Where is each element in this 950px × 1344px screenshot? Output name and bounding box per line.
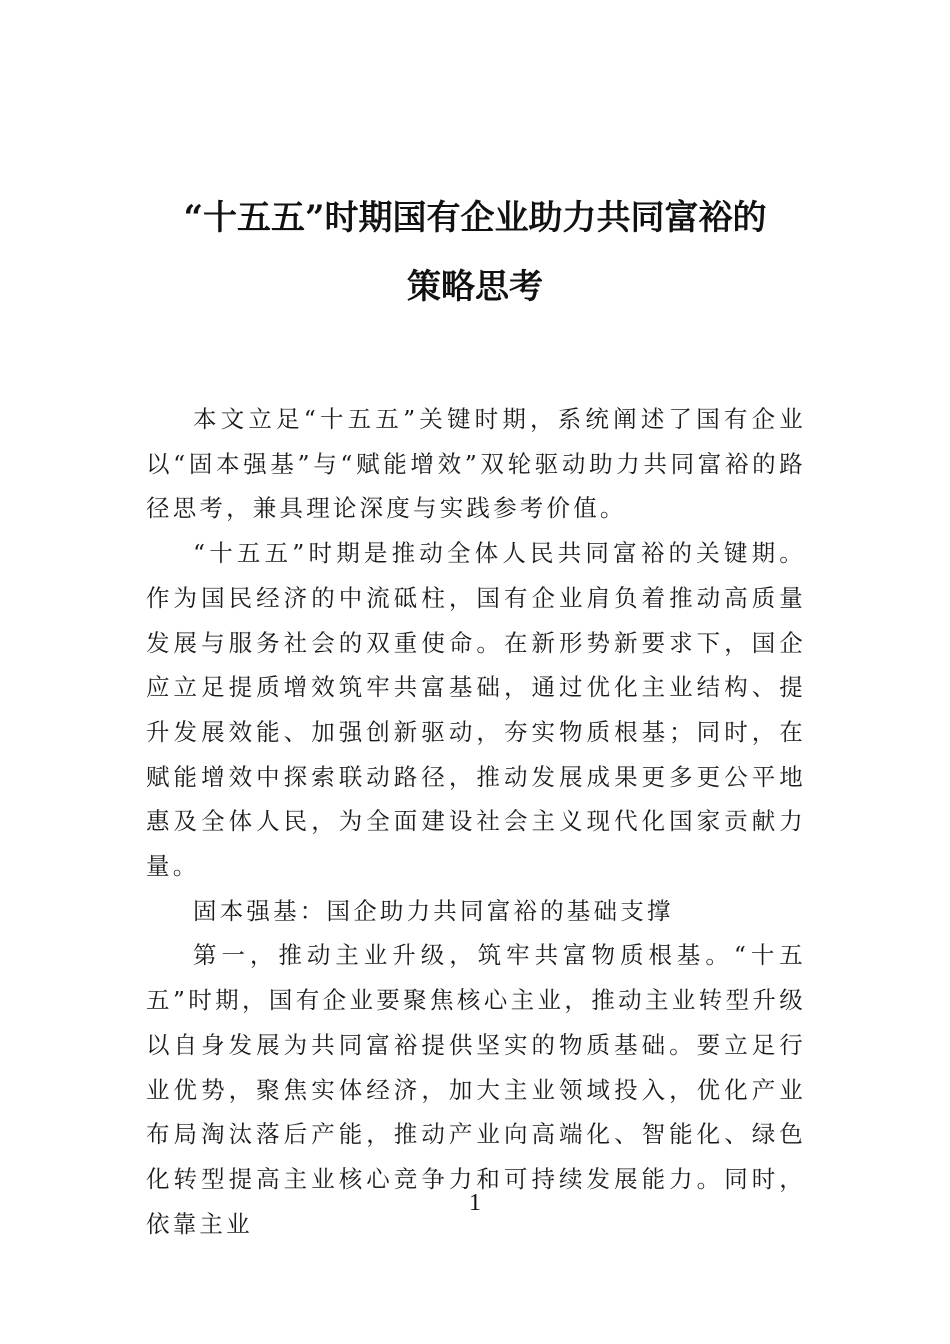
document-body (146, 397, 806, 1246)
paragraph-summary: 本文立足“十五五”关键时期，系统阐述了国有企业以“固本强基”与“赋能增效”双轮驱动助力共同富裕的路径思考，兼具理论深度与实践参考价值。 (146, 405, 806, 523)
section-heading: 固本强基：国企助力共同富裕的基础支撑 (193, 896, 674, 925)
paragraph-first-point: 第一，推动主业升级，筑牢共富物质根基。“十五五”时期，国有企业要聚焦核心主业，推动主业转型升级以自身发展为共同富裕提供坚实的物质基础。要立足行业优势，聚焦实体经济，加大主业领域投入，优化产业布局淘汰落后产能，推动产业向高端化、智能化、绿色化转型提高主业核心竞争力和可持续发展能力。同时，依靠主业 (146, 941, 806, 1238)
paragraph-intro: “十五五”时期是推动全体人民共同富裕的关键期。作为国民经济的中流砥柱，国有企业肩负着推动高质量发展与服务社会的双重使命。在新形势新要求下，国企应立足提质增效筑牢共富基础，通过优化主业结构、提升发展效能、加强创新驱动，夯实物质根基；同时，在赋能增效中探索联动路径，推动发展成果更多更公平地惠及全体人民，为全面建设社会主义现代化国家贡献力量。 (146, 539, 806, 881)
document-title-line-2: 策略思考 (407, 267, 543, 307)
page-number: 1 (469, 1190, 481, 1216)
document-title-line-1: “十五五”时期国有企业助力共同富裕的 (183, 198, 767, 238)
